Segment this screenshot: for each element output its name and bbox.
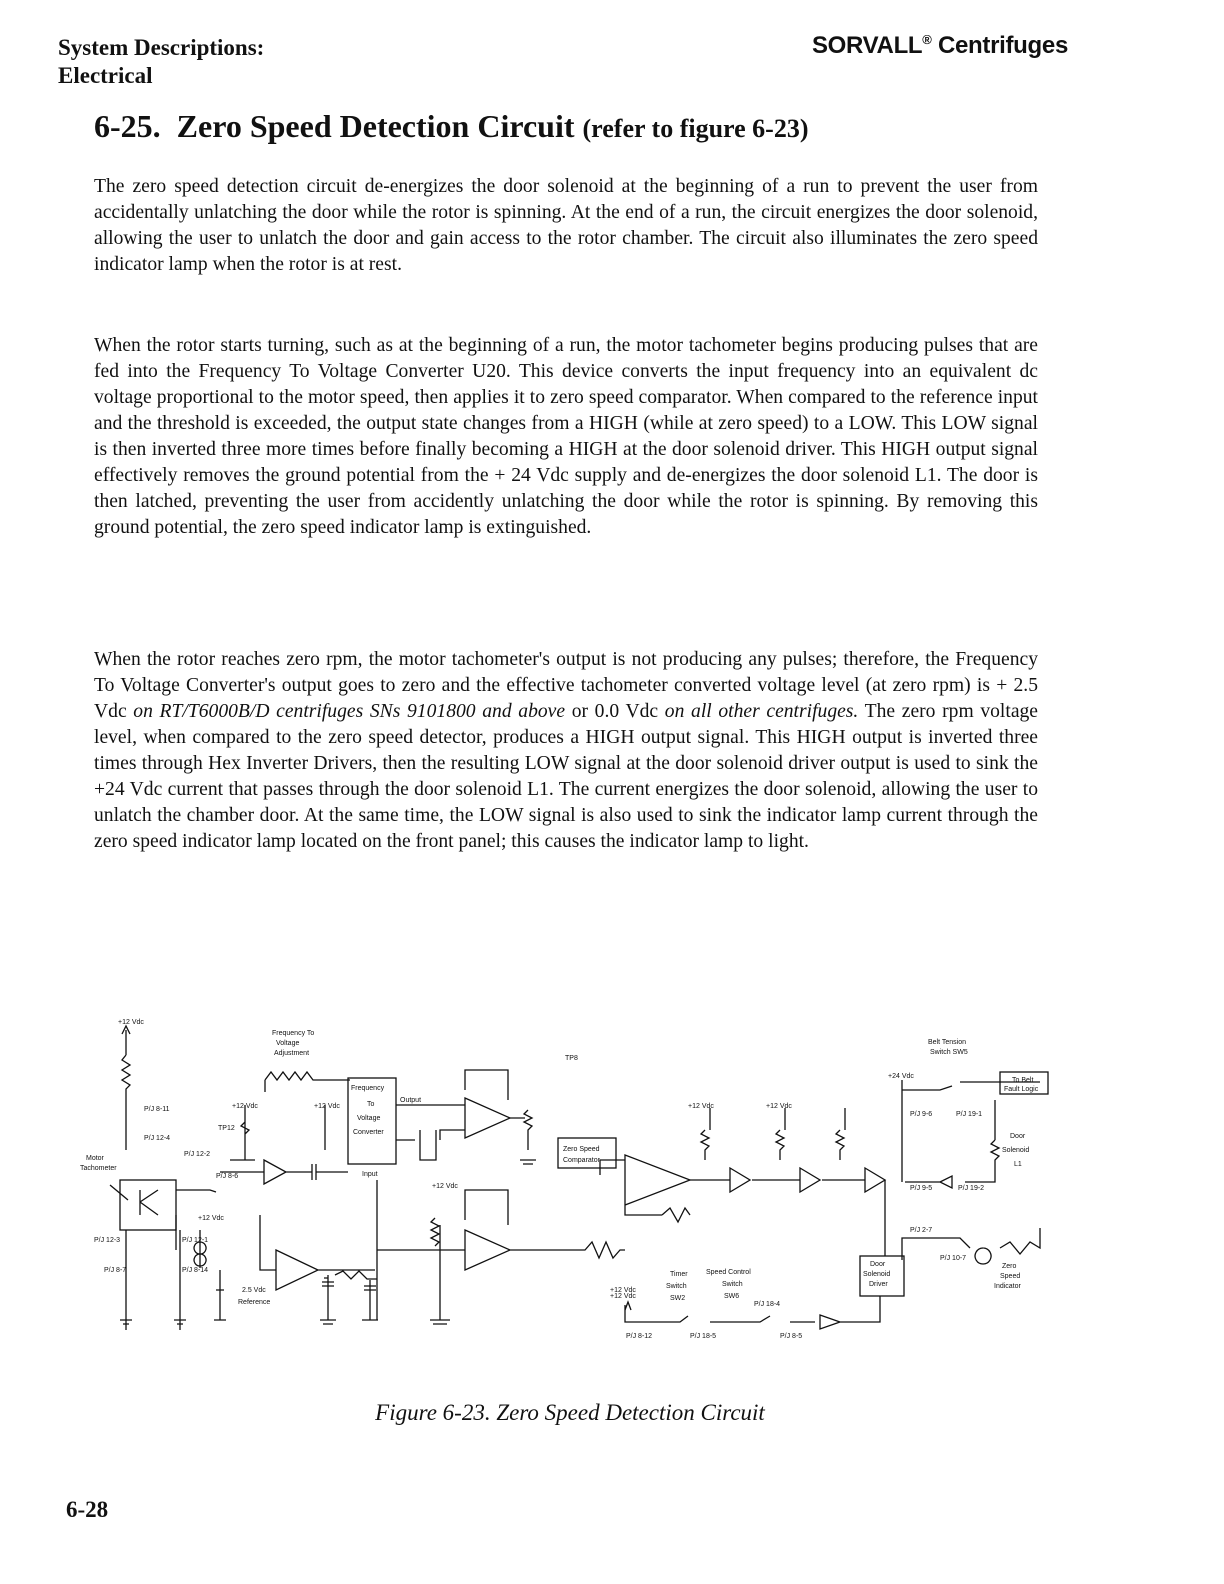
label-24vdc: +24 Vdc [888, 1073, 914, 1080]
label-pj19-2: P/J 19-2 [958, 1185, 985, 1192]
label-pj8-14: P/J 8-14 [182, 1267, 209, 1274]
label-f2v-adjust-3: Adjustment [274, 1050, 310, 1057]
label-pj19-1: P/J 19-1 [956, 1111, 983, 1118]
schematic-figure [80, 1010, 1060, 1370]
paragraph-3 [94, 647, 1038, 855]
section-number: 6-25. [94, 108, 161, 144]
label-12vdc-f: +12 Vdc [198, 1215, 224, 1222]
label-pj12-1: P/J 12-1 [182, 1237, 209, 1244]
label-pj9-6: P/J 9-6 [910, 1111, 933, 1118]
section-title [94, 108, 808, 145]
label-timer-3: SW2 [670, 1295, 686, 1302]
label-f2v-1: Frequency [351, 1085, 385, 1092]
label-motor-1: Motor [86, 1155, 104, 1162]
brand-suffix: Centrifuges [931, 32, 1068, 59]
label-12vdc-top: +12 Vdc [118, 1019, 144, 1026]
label-door-drv-3: Driver [869, 1281, 888, 1288]
paragraph-3-emphasis-1: on RT/T6000B/D centrifuges SNs 9101800 and above [133, 701, 566, 722]
paragraph-2: When the rotor starts turning, such as at the beginning of a run, the motor tachometer begins producing pulses that are fed into the Frequency To Voltage Converter U20. This device converts the input frequency into an equivalent dc voltage proportional to the motor speed, then applies it to zero speed comparator. When compared to the reference input and the threshold is exceeded, the output state changes from a HIGH (while at zero speed) to a LOW. This LOW signal is then inverted three more times before finally becoming a HIGH at the door solenoid driver. This HIGH output signal effectively removes the ground potential from the + 24 Vdc supply and de-energizes the door solenoid L1. The door is then latched, preventing the user from accidently unlatching the door while the rotor is spinning. By removing this ground potential, the zero speed indicator lamp is extinguished. [94, 335, 1038, 538]
label-pj12-3: P/J 12-3 [94, 1237, 121, 1244]
label-speed-1: Speed Control [706, 1269, 751, 1276]
label-12vdc-b: +12 Vdc [314, 1103, 340, 1110]
label-pj9-5: P/J 9-5 [910, 1185, 933, 1192]
registered-mark: ® [922, 32, 932, 47]
brand-name: SORVALL [811, 32, 923, 59]
paragraph-3-part-c: The zero rpm voltage level, when compared to the zero speed detector, produces a HIGH output signal. This HIGH output is inverted three times through Hex Inverter Drivers, then the resulting LOW signal at the door solenoid driver output is used to sink the +24 Vdc current that passes through the door solenoid L1. The current energizes the door solenoid, allowing the user to unlatch the chamber door. At the same time, the LOW signal is also used to sink the indicator lamp current through the zero speed indicator lamp located on the front panel; this causes the indicator lamp to light. [94, 701, 1039, 852]
label-f2v-2: To [367, 1101, 375, 1108]
label-motor-2: Tachometer [80, 1165, 117, 1172]
section-heading [58, 34, 264, 90]
label-f2v-adjust-1: Frequency To [272, 1030, 315, 1037]
label-door-sol-3: L1 [1014, 1161, 1022, 1168]
label-12vdc-c: +12 Vdc [432, 1183, 458, 1190]
label-pj12-2: P/J 12-2 [184, 1151, 211, 1158]
zero-speed-schematic [80, 1010, 1060, 1370]
label-12vdc-h: +12 Vdc [610, 1287, 636, 1294]
label-belt-1: Belt Tension [928, 1039, 967, 1046]
label-pj10-7: P/J 10-7 [940, 1255, 967, 1262]
label-tp8: TP8 [565, 1055, 578, 1062]
label-zs-comp-1: Zero Speed [563, 1146, 600, 1153]
label-belt-2: Switch SW5 [930, 1049, 968, 1056]
page-number: 6-28 [66, 1497, 109, 1522]
label-pj8-5: P/J 8-5 [780, 1333, 803, 1340]
brand-header [812, 32, 1068, 60]
label-zsi-2: Speed [1000, 1273, 1021, 1280]
label-to-belt-1: To Belt [1012, 1077, 1034, 1084]
section-heading-line1: System Descriptions: [58, 35, 265, 60]
label-output: Output [400, 1097, 422, 1104]
label-pj2-7: P/J 2-7 [910, 1227, 933, 1234]
paragraph-3-emphasis-2: on all other centrifuges. [664, 701, 859, 722]
schematic-labels [80, 1019, 1039, 1340]
label-door-drv-2: Solenoid [863, 1271, 891, 1278]
label-zsi-3: Indicator [994, 1283, 1021, 1290]
tachometer-block [120, 1180, 176, 1230]
paragraph-1: The zero speed detection circuit de-energizes the door solenoid at the beginning of a run to prevent the user from accidentally unlatching the door while the rotor is spinning. At the end of a run, the circuit energizes the door solenoid, allowing the user to unlatch the door and gain access to the rotor chamber. The circuit also illuminates the zero speed indicator lamp when the rotor is at rest. [94, 176, 1038, 275]
label-speed-3: SW6 [724, 1293, 740, 1300]
label-pj8-7: P/J 8-7 [104, 1267, 127, 1274]
label-zsi-1: Zero [1002, 1263, 1017, 1270]
label-zs-comp-2: Comparator [563, 1157, 600, 1164]
label-12vdc-g: +12 Vdc [610, 1293, 636, 1300]
label-speed-2: Switch [722, 1281, 743, 1288]
label-ref-1: 2.5 Vdc [242, 1287, 266, 1294]
figure-reference: (refer to figure 6-23) [582, 114, 809, 143]
label-f2v-4: Converter [353, 1129, 384, 1136]
label-ref-2: Reference [238, 1299, 271, 1306]
label-pj18-4: P/J 18-4 [754, 1301, 781, 1308]
label-pj12-4: P/J 12-4 [144, 1135, 171, 1142]
label-pj8-12: P/J 8-12 [626, 1333, 653, 1340]
section-title-text: Zero Speed Detection Circuit [176, 108, 575, 144]
label-door-drv-1: Door [870, 1261, 886, 1268]
label-tp12: TP12 [218, 1125, 235, 1132]
label-pj8-11: P/J 8-11 [144, 1106, 170, 1113]
label-f2v-3: Voltage [357, 1115, 381, 1122]
label-input: Input [362, 1171, 378, 1178]
label-12vdc-d: +12 Vdc [688, 1103, 714, 1110]
figure-caption: Figure 6-23. Zero Speed Detection Circuit [375, 1400, 765, 1425]
label-door-sol-2: Solenoid [1002, 1147, 1030, 1154]
label-pj8-6: P/J 8-6 [216, 1173, 239, 1180]
label-12vdc-e: +12 Vdc [766, 1103, 792, 1110]
label-12vdc-a: +12 Vdc [232, 1103, 258, 1110]
label-door-sol-1: Door [1010, 1133, 1026, 1140]
label-timer-2: Switch [666, 1283, 687, 1290]
label-pj18-5: P/J 18-5 [690, 1333, 717, 1340]
label-f2v-adjust-2: Voltage [276, 1040, 300, 1047]
label-to-belt-2: Fault Logic [1004, 1086, 1039, 1093]
paragraph-3-part-a: When the rotor reaches zero rpm, the motor tachometer's output is not producing any pulses; therefore, the Frequency To Voltage Converter's output goes to zero and the effective tachometer converted voltage level (at zero rpm) is + 2.5 Vdc [94, 649, 1038, 722]
section-heading-line2: Electrical [58, 63, 153, 88]
label-timer-1: Timer [670, 1271, 688, 1278]
paragraph-3-part-b: or 0.0 Vdc [565, 701, 665, 722]
